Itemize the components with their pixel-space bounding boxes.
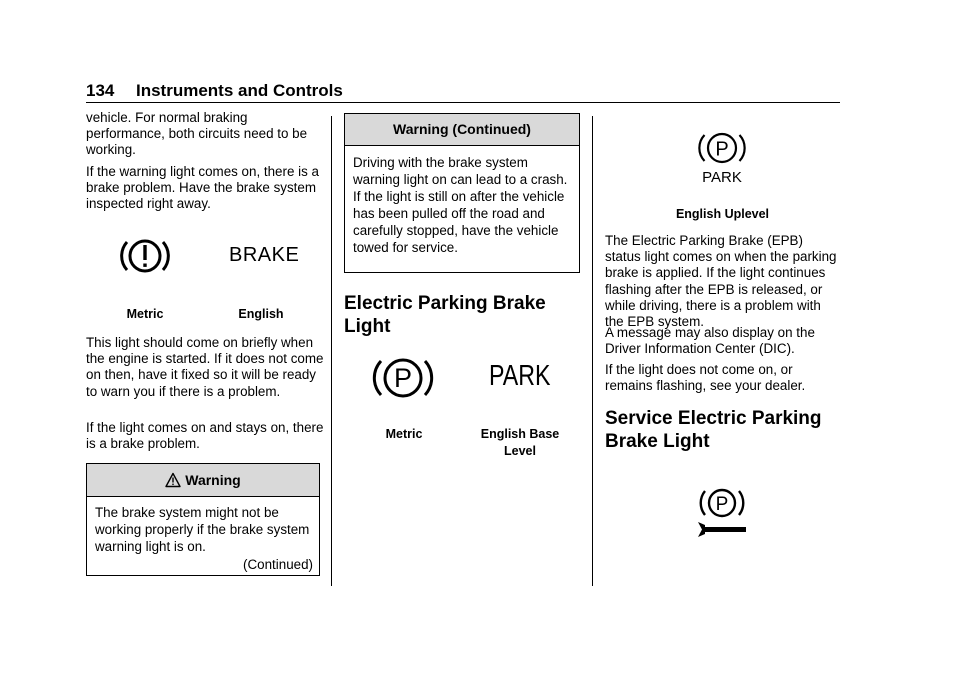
p-letter: P xyxy=(393,363,413,393)
paragraph: This light should come on briefly when the engine is started. If it does not come on then, have it fixed so it will be ready to warn you if there is a problem. xyxy=(86,335,324,399)
park-uplevel-icon xyxy=(697,128,747,184)
section-title: Instruments and Controls xyxy=(136,81,343,100)
brake-english-icon-text: BRAKE xyxy=(229,244,300,266)
warning-box-header xyxy=(87,464,319,497)
page-number: 134 xyxy=(86,81,115,100)
column-divider-1 xyxy=(331,116,332,586)
park-label: PARK xyxy=(702,169,742,184)
warning-continued-header: Warning (Continued) xyxy=(345,114,579,146)
warning-body: The brake system might not be working properly if the brake system warning light is on. xyxy=(95,505,310,554)
warning-continued-body: Driving with the brake system warning light on can lead to a crash. If the light is still on after the vehicle has been pulled off the road and carefully stopped, have the vehicle towed for service. xyxy=(353,155,568,255)
parking-brake-metric-icon xyxy=(369,352,437,404)
section-heading: Electric Parking Brake Light xyxy=(344,293,546,337)
warning-continued-box xyxy=(344,113,580,273)
warning-box xyxy=(86,463,320,576)
warning-triangle-icon xyxy=(165,472,181,488)
caption-english: English xyxy=(238,307,284,321)
column-divider-2 xyxy=(592,116,593,586)
paragraph: A message may also display on the Driver Information Center (DIC). xyxy=(605,325,815,357)
service-parking-brake-icon xyxy=(694,482,750,540)
warning-title: Warning xyxy=(185,472,241,488)
continued-note: (Continued) xyxy=(243,557,313,572)
caption-metric: Metric xyxy=(126,307,164,321)
p-letter: P xyxy=(715,494,729,515)
p-letter: P xyxy=(715,138,729,161)
paragraph: If the light does not come on, or remains flashing, see your dealer. xyxy=(605,362,806,394)
caption-english-uplevel: English Uplevel xyxy=(675,207,770,221)
paragraph: If the light comes on and stays on, there is a brake problem. xyxy=(86,420,324,452)
park-english-base-icon-text: PARK xyxy=(489,360,551,392)
caption-metric: Metric xyxy=(385,427,423,441)
paragraph: If the warning light comes on, there is a brake problem. Have the brake system inspected right away. xyxy=(86,164,319,212)
caption-english-base: English Base Level xyxy=(480,427,560,458)
paragraph: vehicle. For normal braking performance, both circuits need to be working. xyxy=(86,110,308,158)
section-heading: Service Electric Parking Brake Light xyxy=(605,408,822,452)
brake-warning-metric-icon xyxy=(117,234,173,278)
paragraph: The Electric Parking Brake (EPB) status light comes on when the parking brake is applied. If the light continues flashing after the EPB is released, or while driving, there is a problem with the EPB system. xyxy=(605,233,837,330)
page-header xyxy=(86,78,840,103)
